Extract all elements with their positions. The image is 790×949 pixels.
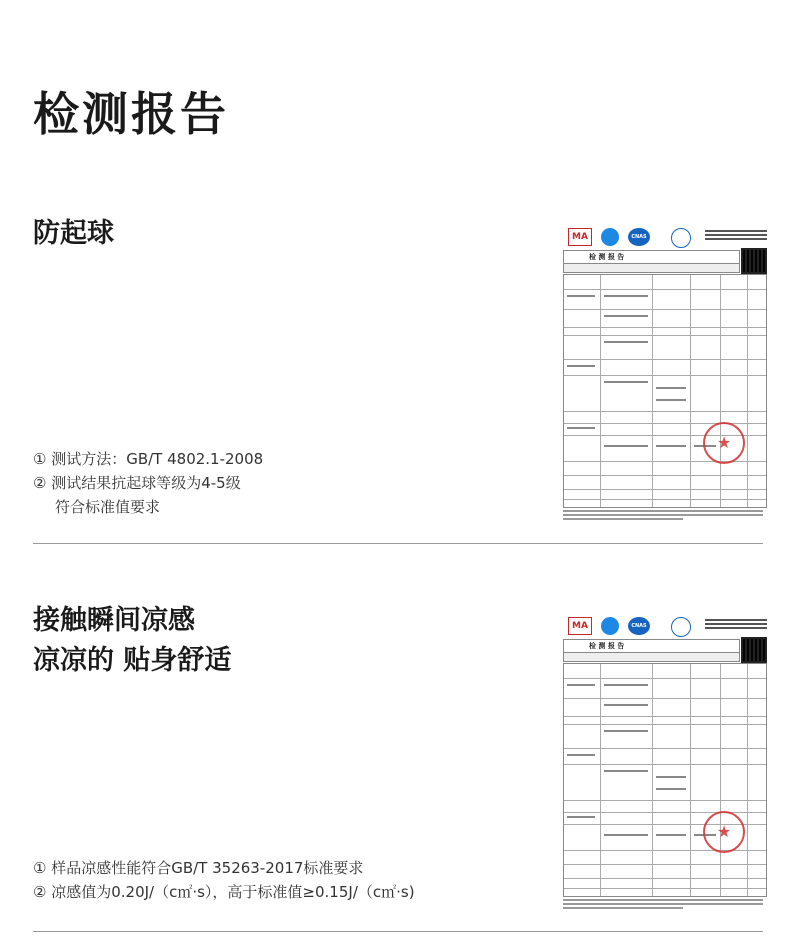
cnas-logo: CNAS: [628, 617, 650, 635]
lab-name-block: [705, 619, 767, 631]
report-number-row: [563, 263, 740, 273]
section-divider: [33, 931, 763, 932]
bullet-list: [33, 447, 263, 519]
bullet-item: ① 测试方法：GB/T 4802.1-2008: [33, 450, 264, 468]
section-divider: [33, 543, 763, 544]
ilac-logo: [601, 617, 619, 635]
ilac-logo: [601, 228, 619, 246]
report-title: 检 测 报 告: [589, 642, 625, 650]
page-title: 检测报告: [33, 87, 229, 141]
qr-code-icon: [741, 637, 767, 663]
ma-logo: MA: [568, 617, 592, 635]
bullet-item: 符合标准值要求: [55, 498, 161, 516]
report-logos: [565, 615, 765, 637]
test-report-image: [563, 611, 768, 911]
heading-line: 防起球: [33, 218, 114, 249]
report-number-row: [563, 652, 740, 662]
heading-line: 接触瞬间凉感: [33, 605, 195, 636]
heading-line: 凉凉的 贴身舒适: [33, 645, 232, 676]
bullet-item: ① 样品凉感性能符合GB/T 35263-2017标准要求: [33, 859, 364, 877]
report-title-row: [563, 639, 740, 653]
report-footer: [563, 899, 763, 911]
official-seal-icon: ★: [703, 811, 745, 853]
test-report-image: [563, 222, 768, 522]
bullet-list: [33, 856, 415, 904]
bullet-item: ② 测试结果抗起球等级为4-5级: [33, 474, 241, 492]
lab-name-block: [705, 230, 767, 242]
lab-logo: [671, 617, 691, 637]
section-heading: [33, 601, 231, 681]
bullet-item: ② 凉感值为0.20J/（c㎡·s），高于标准值≥0.15J/（c㎡·s): [33, 883, 415, 901]
report-title: 检 测 报 告: [589, 253, 625, 261]
lab-logo: [671, 228, 691, 248]
qr-code-icon: [741, 248, 767, 274]
report-table: [563, 663, 767, 897]
report-logos: [565, 226, 765, 248]
section-heading: [33, 214, 114, 254]
official-seal-icon: ★: [703, 422, 745, 464]
report-footer: [563, 510, 763, 522]
cnas-logo: CNAS: [628, 228, 650, 246]
report-title-row: [563, 250, 740, 264]
report-table: [563, 274, 767, 508]
ma-logo: MA: [568, 228, 592, 246]
